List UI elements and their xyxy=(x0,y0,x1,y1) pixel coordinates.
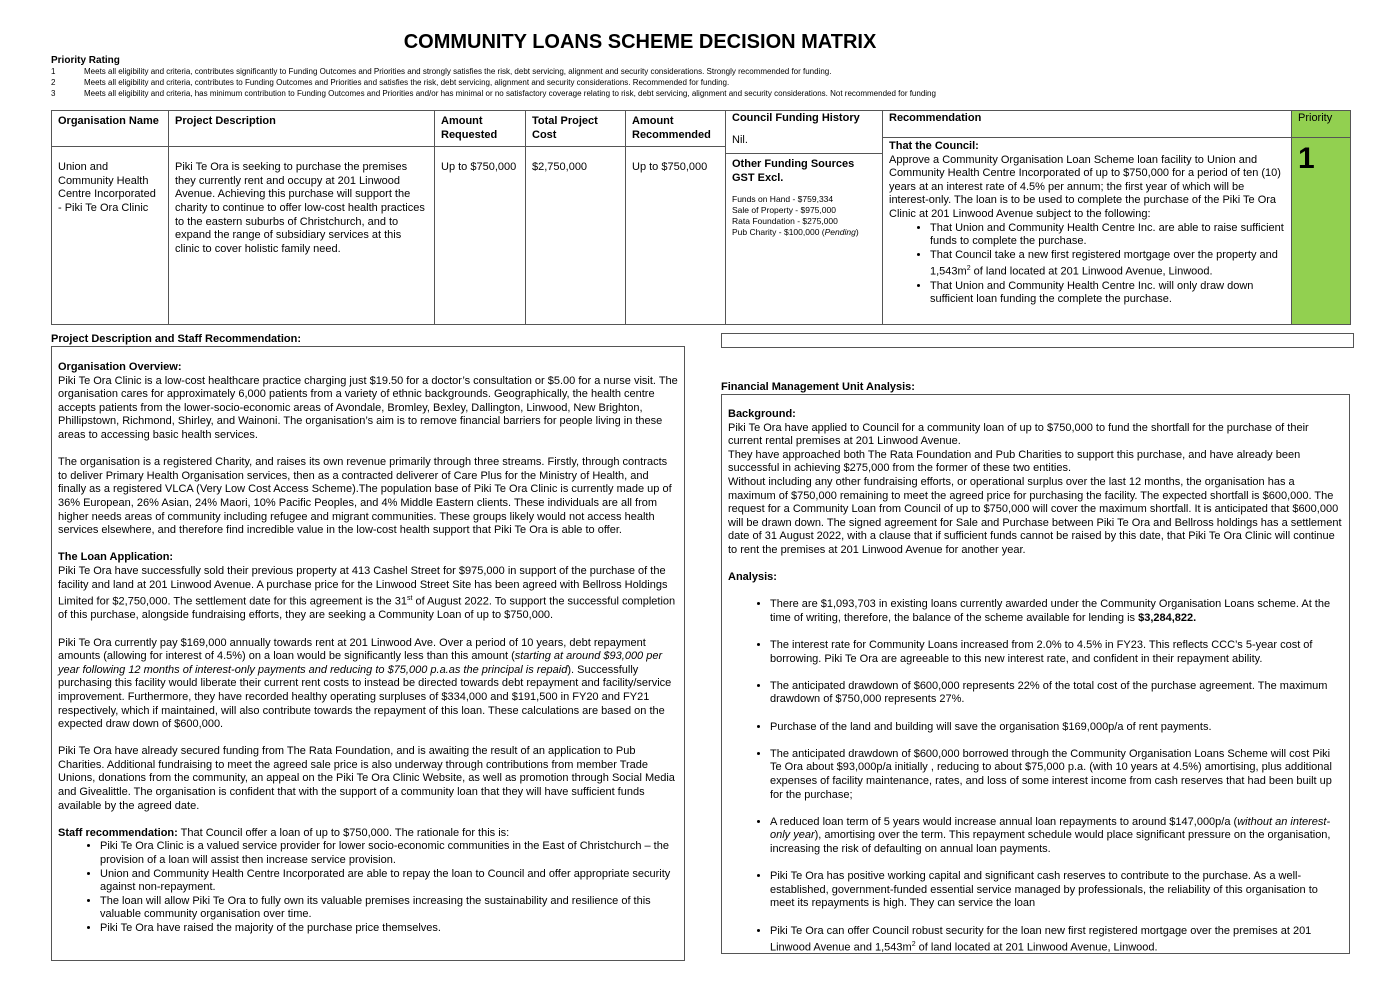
funding-source-item: Rata Foundation - $275,000 xyxy=(732,216,838,227)
analysis-item: • Piki Te Ora has positive working capital and significant cash reserves to contribute to the purchase. As a well-established, government-funded essential service managed by professionals, the reliability of this organisation to meet its repayments is high. They can service the loan xyxy=(770,870,1343,911)
rationale-item: • Union and Community Health Centre Incorporated are able to repay the loan to Council and offer appropriate security against non-repayment. xyxy=(100,868,678,895)
rationale-item: • Piki Te Ora have raised the majority of the purchase price themselves. xyxy=(100,922,678,936)
condition-text: That Council take a new first registered mortgage over the property and 1,543m xyxy=(930,248,1278,278)
analysis-text: ), amortising over the term. This repayment schedule would place significant pressure on the organisation, increasing the risk of defaulting on annual loan payments. xyxy=(770,829,1331,855)
recommendation-cell xyxy=(883,111,1292,325)
project-description-box xyxy=(51,346,685,961)
priority-rating-heading: Priority Rating xyxy=(51,55,120,66)
priority-cell xyxy=(1292,111,1351,325)
header-project-description: Project Description xyxy=(169,111,435,147)
analysis-item: • The anticipated drawdown of $600,000 represents 22% of the total cost of the purchase agreement. The maximum drawdown of $750,000 represents 27%. xyxy=(770,680,1343,707)
loan-text: Piki Te Ora have successfully sold their previous property at 413 Cashel Street for $975,000 in support of the purchase of the facility and land at 201 Linwood Avenue. A purchase price for the Linwood Street Site has been agreed with Bellross Holdings Limited for $2,750,000. The settlement date for this agreement is the 31 xyxy=(58,564,668,608)
header-recommendation: Recommendation xyxy=(883,111,1291,138)
rationale-item: • Piki Te Ora Clinic is a valued service provider for lower socio-economic communities in the East of Christchurch – the provision of a loan will assist then increase service provision. xyxy=(100,840,678,867)
priority-rating-item xyxy=(51,78,729,88)
pub-charity-text: Pub Charity - $100,000 ( xyxy=(732,227,825,238)
header-total-project-cost: Total Project Cost xyxy=(526,111,626,147)
header-organisation-name: Organisation Name xyxy=(52,111,169,147)
header-amount-recommended: Amount Recommended xyxy=(626,111,726,147)
recommendation-heading: That the Council: xyxy=(889,140,979,152)
analysis-text: Piki Te Ora can offer Council robust security for the loan new first registered mortgage over the premises at 201 Linwood Avenue and 1,543m xyxy=(770,924,1312,954)
other-funding-sources-list xyxy=(732,194,876,238)
priority-value: 1 xyxy=(1298,142,1315,175)
condition-text: of land located at 201 Linwood Avenue, Linwood. xyxy=(970,266,1213,278)
financial-analysis-box xyxy=(721,394,1350,954)
loan-text: of August 2022. To support the successful completion of this purchase, alongside fundraising efforts, they are seeking a Community Loan of up to $750,000. xyxy=(58,595,676,622)
project-description-label: Project Description and Staff Recommendation: xyxy=(51,333,301,345)
analysis-item xyxy=(770,925,1343,956)
recommendation-text: Approve a Community Organisation Loan Scheme loan facility to Union and Community Health Centre Incorporated of up to $750,000 for a period of ten (10) years at an interest rate of 4.5% per annum; the first year of which will be interest-only. The loan is to be used to complete the purchase of the Piki Te Ora Clinic at 201 Linwood Avenue subject to the following: xyxy=(889,153,1281,220)
background-heading: Background: xyxy=(728,408,796,420)
superscript: 2 xyxy=(966,265,971,273)
background-paragraph: Piki Te Ora have applied to Council for a community loan of up to $750,000 to fund the shortfall for the purchase of their current rental premises at 201 Linwood Avenue. xyxy=(728,421,1309,448)
header-amount-requested: Amount Requested xyxy=(435,111,526,147)
header-council-funding-history: Council Funding History xyxy=(732,112,860,124)
total-project-cost-cell: $2,750,000 xyxy=(526,147,626,325)
project-description-cell: Piki Te Ora is seeking to purchase the premises they currently rent and occupy at 201 Linwood Avenue. Achieving this purchase will support the charity to continue to offer low-cost health practices to the eastern suburbs of Christchurch, and to expand the range of subsidiary services at this clinic to cover holistic family need. xyxy=(169,147,435,325)
recommendation-condition xyxy=(930,249,1285,280)
funding-history-cell xyxy=(726,111,883,325)
analysis-bold-value: $3,284,822. xyxy=(1138,611,1197,624)
analysis-item: • The anticipated drawdown of $600,000 borrowed through the Community Organisation Loans Scheme will cost Piki Te Ora about $93,000p/a initially , reducing to about $75,000 p.a. (with 10 years at 4.5%) amortising, plus additional expenses of facility maintenance, rates, and loss of some interest income from cash reserves that had been built up for the purchase; xyxy=(770,748,1343,802)
recommendation-conditions xyxy=(889,222,1285,307)
pending-text: Pending xyxy=(824,227,856,238)
analysis-item: • The interest rate for Community Loans increased from 2.0% to 4.5% in FY23. This reflects CCC’s 5-year cost of borrowing. Piki Te Ora are agreeable to this new interest rate, and confident in their repayment ability. xyxy=(770,639,1343,666)
analysis-text: of land located at 201 Linwood Avenue, Linwood. xyxy=(915,941,1158,954)
analysis-item: • Purchase of the land and building will save the organisation $169,000p/a of rent payments. xyxy=(770,721,1343,735)
background-paragraph: Without including any other fundraising efforts, or operational surplus over the last 12 months, the organisation has a maximum of $750,000 remaining to meet the agreed price for purchasing the facility. The expected shortfall is $600,000. The request for a Community Loan from Council of up to $750,000 will cover the maximum shortfall. It is anticipated that $600,000 will be drawn down. The signed agreement for Sale and Purchase between Piki Te Ora and Bellross holdings has a settlement date of 31 August 2022, with a clause that if sufficient funds cannot be raised by this date, that Piki Te Ora Clinic will continue to rent the premises at 201 Linwood Avenue for another year. xyxy=(728,475,1342,556)
page-title: COMMUNITY LOANS SCHEME DECISION MATRIX xyxy=(403,31,877,53)
funding-source-item xyxy=(732,227,876,238)
rationale-item: • The loan will allow Piki Te Ora to fully own its valuable premises increasing the sustainability and resilience of this valuable community organisation over time. xyxy=(100,895,678,922)
overview-paragraph: Piki Te Ora Clinic is a low-cost healthcare practice charging just $19.50 for a doctor’s consultation or $5.00 for a nurse visit. The organisation cares for approximately 6,000 patients from a variety of ethnic backgrounds. Geographically, the health centre accepts patients from the lower-socio-economic areas of Avondale, Bromley, Bexley, Dallington, Linwood, New Brighton, Phillipstown, Richmond, Shirley, and Wainoni. The organisation’s aim is to remove financial barriers for people living in these areas to accessing basic health services. xyxy=(58,374,678,441)
loan-italic-text: starting at around $93,000 per year following 12 months of interest-only payments and reducing to $75,000 p.a.as the principal is repaid xyxy=(58,650,663,676)
overview-heading: Organisation Overview: xyxy=(58,361,182,373)
priority-description: Meets all eligibility and criteria, contributes significantly to Funding Outcomes and Priorities and strongly satisfies the risk, debt servicing, alignment and security considerations. Strongly recommended for funding. xyxy=(84,67,832,76)
loan-application-heading: The Loan Application: xyxy=(58,551,174,564)
financial-analysis-label: Financial Management Unit Analysis: xyxy=(721,381,915,393)
loan-paragraph: Piki Te Ora have already secured funding from The Rata Foundation, and is awaiting the result of an application to Pub Charities. Additional fundraising to meet the agreed sale price is also underway through contributions from member Trade Unions, donations from the community, an appeal on the Piki Te Ora Clinic Website, as well as promotion through Social Media and Givealittle. The organisation is confident that with the support of a community loan that they will have sufficient funds available by the agreed date. xyxy=(58,745,675,812)
amount-recommended-cell: Up to $750,000 xyxy=(626,147,726,325)
priority-number: 1 xyxy=(51,67,56,76)
loan-text: Piki Te Ora currently pay $169,000 annually towards rent at 201 Linwood Ave. Over a period of 10 years, debt repayment amounts (allowing for interest of 4.5%) on a loan would be significantly less than this amount ( xyxy=(58,636,646,663)
header-priority: Priority xyxy=(1292,111,1350,138)
overview-paragraph: The organisation is a registered Charity, and raises its own revenue primarily through three streams. Firstly, through contracts to deliver Primary Health Organisation services, then as a contracted deliverer of Care Plus for the Ministry of Health, and finally as a registered VLCA (Very Low Cost Access Scheme).The population base of Piki Te Ora Clinic is currently made up of 36% European, 26% Asian, 24% Maori, 10% Pacific Peoples, and 4% Middle Eastern clients. These individuals are all from higher needs areas of community including refugee and migrant communities. These groups likely would not access health services elsewhere, and therefore find incredible value in the low-cost health support that Piki Te Ora is able to offer. xyxy=(58,456,672,537)
staff-recommendation-heading: Staff recommendation: xyxy=(58,826,178,839)
priority-number: 3 xyxy=(51,89,56,98)
analysis-list xyxy=(728,598,1343,955)
priority-rating-item xyxy=(51,89,936,99)
analysis-text: There are $1,093,703 in existing loans currently awarded under the Community Organisation Loans scheme. At the time of writing, therefore, the balance of the scheme available for lending is xyxy=(770,598,1331,624)
priority-description: Meets all eligibility and criteria, has minimum contribution to Funding Outcomes and Priorities and/or has minimal or no satisfactory coverage relating to risk, debt servicing, alignment and security considerations. Not recommended for funding xyxy=(84,89,936,98)
recommendation-condition: • That Union and Community Health Centre Inc. are able to raise sufficient funds to complete the purchase. xyxy=(930,222,1285,249)
staff-rationale-list xyxy=(58,840,678,935)
analysis-item xyxy=(770,816,1343,857)
amount-requested-cell: Up to $750,000 xyxy=(435,147,526,325)
superscript: 2 xyxy=(911,941,916,949)
organisation-name-cell: Union and Community Health Centre Incorporated - Piki Te Ora Clinic xyxy=(52,147,169,325)
decision-matrix-table xyxy=(51,110,1351,325)
priority-description: Meets all eligibility and criteria, contributes to Funding Outcomes and Priorities and satisfies the risk, debt servicing, alignment and security considerations. Recommended for funding. xyxy=(84,78,730,87)
staff-recommendation-text: That Council offer a loan of up to $750,000. The rationale for this is: xyxy=(177,826,510,839)
funding-source-item: Sale of Property - $975,000 xyxy=(732,205,836,216)
analysis-heading: Analysis: xyxy=(728,571,777,584)
loan-paragraph xyxy=(58,565,678,623)
funding-history-value: Nil. xyxy=(732,133,748,146)
priority-rating-item xyxy=(51,67,831,77)
analysis-text: A reduced loan term of 5 years would increase annual loan repayments to around $147,000p/a ( xyxy=(770,815,1238,828)
superscript: st xyxy=(406,595,413,603)
staff-recommendation xyxy=(58,827,678,841)
empty-box xyxy=(721,333,1354,348)
loan-paragraph xyxy=(58,637,678,732)
analysis-item xyxy=(770,598,1343,625)
paren-close: ) xyxy=(855,227,859,238)
funding-source-item: Funds on Hand - $759,334 xyxy=(732,194,834,205)
loan-text: ). Successfully purchasing this facility would liberate their current rent costs to instead be directed towards debt repayment and facility/service improvement. Furthermore, they have recorded healthy operating surpluses of $334,000 and $191,500 in FY20 and FY21 respectively, which if maintained, will also contribute towards the repayment of this loan. These calculations are based on the expected draw down of $600,000. xyxy=(58,663,672,731)
recommendation-condition: • That Union and Community Health Centre Inc. will only draw down sufficient loan funding the complete the purchase. xyxy=(930,280,1285,307)
priority-number: 2 xyxy=(51,78,56,87)
other-funding-sources-heading: Other Funding Sources GST Excl. xyxy=(732,158,855,184)
background-paragraph: They have approached both The Rata Foundation and Pub Charities to support this purchase, and have already been successful in achieving $275,000 from the former of these two entities. xyxy=(728,448,1301,475)
analysis-italic-text: without an interest-only year xyxy=(770,815,1331,842)
